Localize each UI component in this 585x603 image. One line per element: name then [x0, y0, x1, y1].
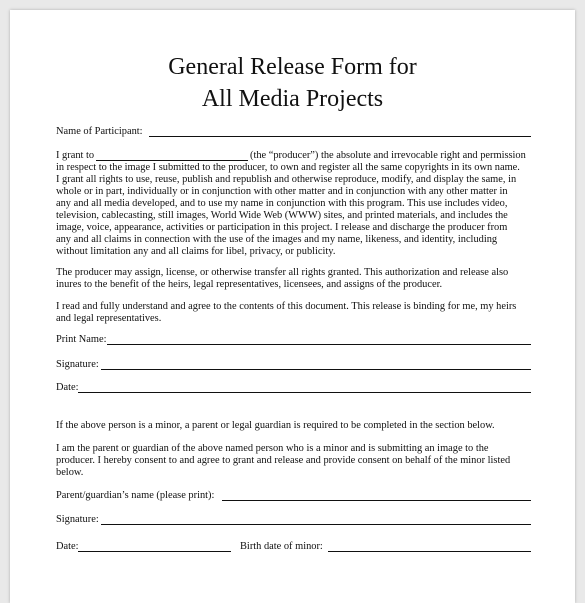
minor-note: If the above person is a minor, a parent or legal guardian is required to be completed in the section below.	[56, 420, 495, 431]
document-title-line-2: All Media Projects	[201, 86, 384, 112]
print-name-label: Print Name:	[56, 334, 107, 345]
grant-line: without limitation any and all claims for libel, privacy, or publicity.	[56, 246, 336, 257]
date-label: Date:	[56, 382, 79, 393]
guardian-name-label: Parent/guardian’s name (please print):	[56, 490, 215, 501]
producer-name-field[interactable]	[96, 160, 248, 161]
guardian-date-label: Date:	[56, 541, 79, 552]
grant-line: any and all media developed, and to use my name in conjunction with this program. This use includes video,	[56, 198, 508, 209]
participant-name-label: Name of Participant:	[56, 126, 143, 137]
signature-label: Signature:	[56, 359, 99, 370]
guardian-line: I am the parent or guardian of the above named person who is a minor and is submitting an image to the	[56, 443, 489, 454]
birth-date-field[interactable]	[328, 551, 531, 552]
guardian-line: below.	[56, 467, 84, 478]
guardian-date-field[interactable]	[78, 551, 231, 552]
grant-line: television, cablecasting, still images, World Wide Web (WWW) sites, and printed materials, and includes the	[56, 210, 508, 221]
assign-line: The producer may assign, license, or otherwise transfer all rights granted. This authorization and release also	[56, 267, 509, 278]
participant-name-field[interactable]	[149, 136, 531, 137]
guardian-line: producer. I hereby consent to and agree to grant and release and provide consent on behalf of the minor listed	[56, 455, 511, 466]
agree-line: I read and fully understand and agree to the contents of this document. This release is binding for me, my heirs	[56, 301, 517, 312]
document-title-line-1: General Release Form for	[168, 54, 417, 80]
signature-field[interactable]	[101, 369, 531, 370]
grant-line: I grant all rights to use, reuse, publish and republish and otherwise reproduce, modify, and display the same, in	[56, 174, 517, 185]
grant-line: whole or in part, individually or in conjunction with other matter and in conjunction with any other matter in	[56, 186, 508, 197]
grant-suffix: (the “producer”) the absolute and irrevocable right and permission	[250, 150, 526, 161]
guardian-name-field[interactable]	[222, 500, 531, 501]
assign-line: inures to the benefit of the heirs, legal representatives, licensees, and assigns of the producer.	[56, 279, 443, 290]
guardian-signature-label: Signature:	[56, 514, 99, 525]
grant-line: any and all claims in connection with the use of the images and my name, likeness, and identity, including	[56, 234, 498, 245]
birth-date-label: Birth date of minor:	[240, 541, 323, 552]
agree-line: and legal representatives.	[56, 313, 162, 324]
date-field[interactable]	[78, 392, 531, 393]
grant-line: in respect to the image I submitted to the producer, to own and register all the same copyrights in its own name.	[56, 162, 520, 173]
grant-line: image, voice, appearance, activities or participation in this project. I release and discharge the producer from	[56, 222, 508, 233]
grant-prefix: I grant to	[56, 150, 95, 161]
guardian-signature-field[interactable]	[101, 524, 531, 525]
print-name-field[interactable]	[107, 344, 531, 345]
